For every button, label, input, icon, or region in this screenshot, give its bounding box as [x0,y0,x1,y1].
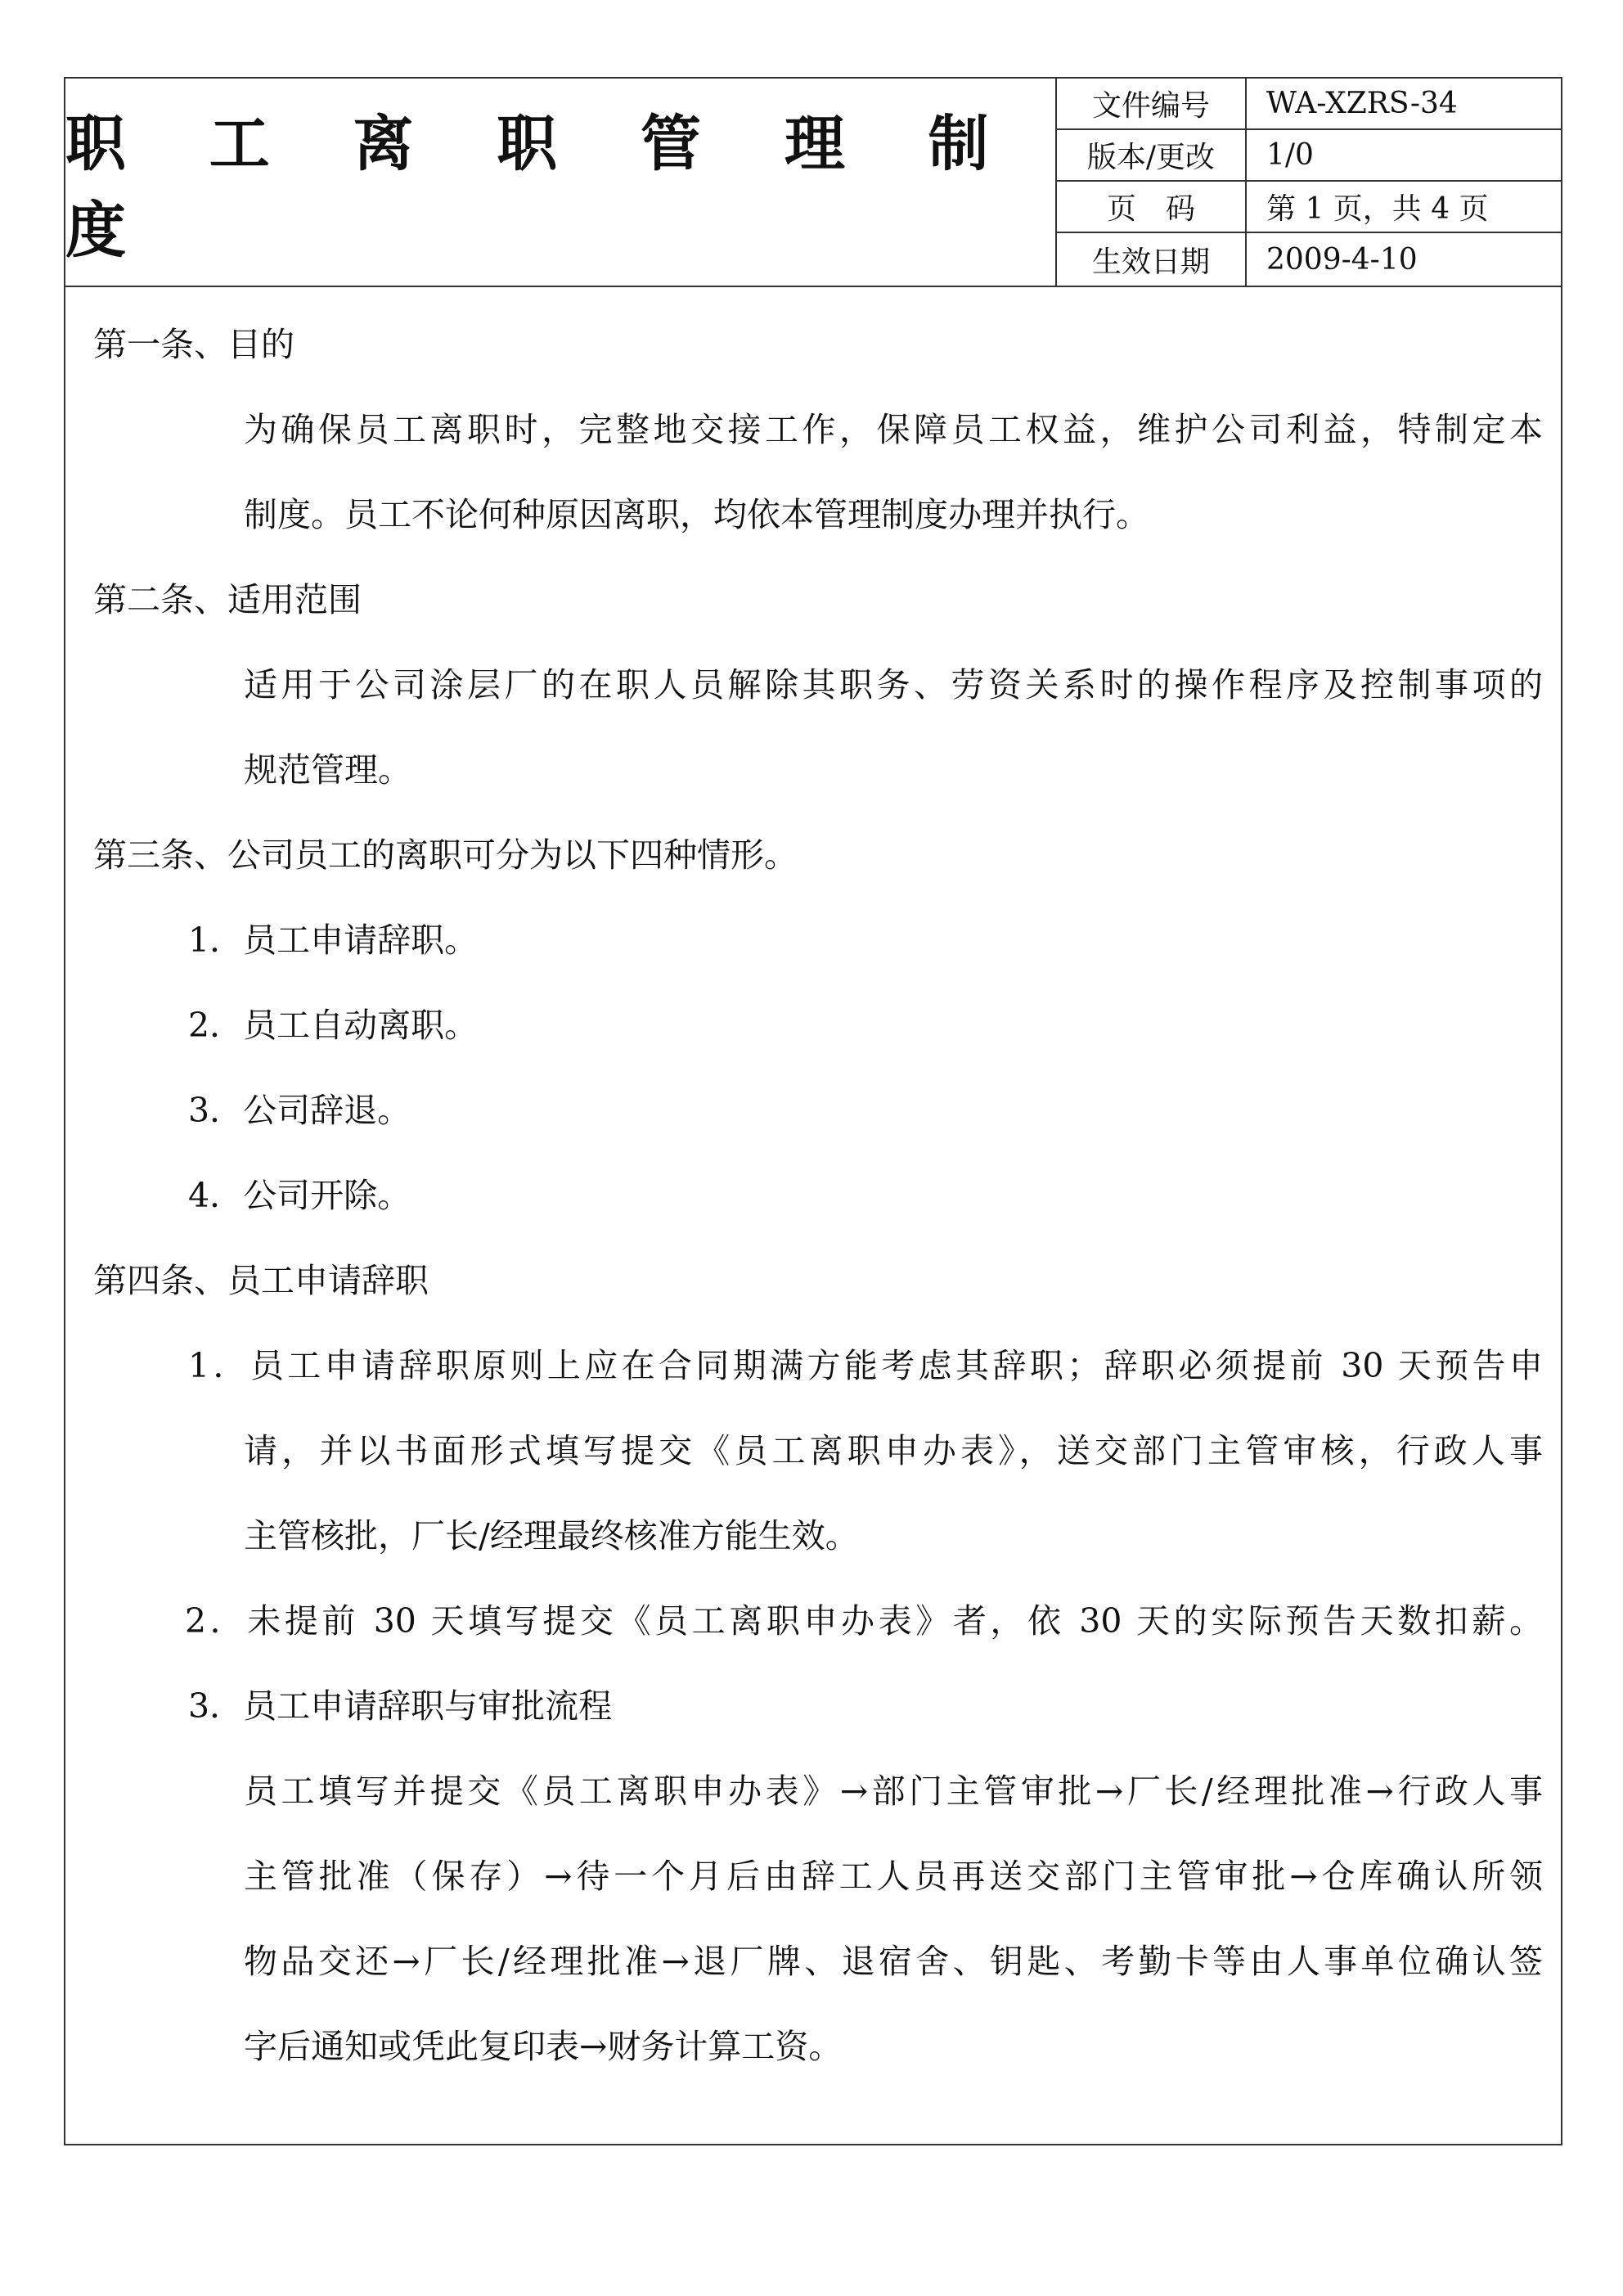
meta-label: 文件编号 [1057,79,1247,128]
article-2-paragraph-line: 规范管理。 [244,750,411,790]
document-body [65,287,1561,2089]
article-3-list-item: 4．公司开除。 [188,1176,411,1215]
document-title: 职 工 离 职 管 理 制 度 [65,108,1020,266]
article-2-paragraph-line: 适用于公司涂层厂的在职人员解除其职务、劳资关系时的操作程序及控制事项的 [244,665,1543,705]
meta-value: 第 1 页，共 4 页 [1266,192,1489,226]
meta-row-page [1057,182,1562,233]
meta-value: 2009-4-10 [1266,242,1418,277]
article-4-item-1-line: 请，并以书面形式填写提交《员工离职申办表》，送交部门主管审核，行政人事 [244,1431,1543,1470]
meta-row-version [1057,130,1562,182]
meta-label: 生效日期 [1057,233,1247,286]
article-1-heading: 第一条、目的 [93,325,294,364]
article-4-item-1-line: 主管核批，厂长/经理最终核准方能生效。 [244,1516,859,1555]
document-header [65,79,1561,287]
article-1-paragraph-line: 制度。员工不论何种原因离职，均依本管理制度办理并执行。 [244,495,1149,534]
meta-label: 版本/更改 [1057,130,1247,180]
approval-flow-line: 员工填写并提交《员工离职申办表》→部门主管审批→厂长/经理批准→行政人事 [244,1772,1543,1811]
meta-row-effective-date [1057,233,1562,286]
article-4-heading: 第四条、员工申请辞职 [93,1261,429,1300]
approval-flow-line: 字后通知或凭此复印表→财务计算工资。 [244,2027,843,2066]
document-meta-table [1055,79,1562,286]
article-2-heading: 第二条、适用范围 [93,580,362,619]
meta-value: WA-XZRS-34 [1266,87,1458,120]
document-sheet [64,77,1562,2145]
article-4-item-2: 2．未提前 30 天填写提交《员工离职申办表》者，依 30 天的实际预告天数扣薪。 [185,1601,1543,1641]
article-3-list-item: 1．员工申请辞职。 [188,921,479,960]
approval-flow-line: 主管批准（保存）→待一个月后由辞工人员再送交部门主管审批→仓库确认所领 [244,1857,1543,1896]
article-1-paragraph-line: 为确保员工离职时，完整地交接工作，保障员工权益，维护公司利益，特制定本 [244,410,1543,449]
article-4-item-1-line: 1．员工申请辞职原则上应在合同期满方能考虑其辞职；辞职必须提前 30 天预告申 [188,1346,1543,1385]
article-3-list-item: 3．公司辞退。 [188,1091,411,1130]
meta-row-file-number [1057,79,1562,130]
article-3-list-item: 2．员工自动离职。 [188,1006,479,1045]
meta-value: 1/0 [1266,138,1314,172]
article-3-heading: 第三条、公司员工的离职可分为以下四种情形。 [93,835,798,875]
approval-flow-line: 物品交还→厂长/经理批准→退厂牌、退宿舍、钥匙、考勤卡等由人事单位确认签 [244,1942,1543,1981]
article-4-item-3: 3．员工申请辞职与审批流程 [188,1686,613,1726]
meta-label: 页 码 [1057,182,1247,232]
